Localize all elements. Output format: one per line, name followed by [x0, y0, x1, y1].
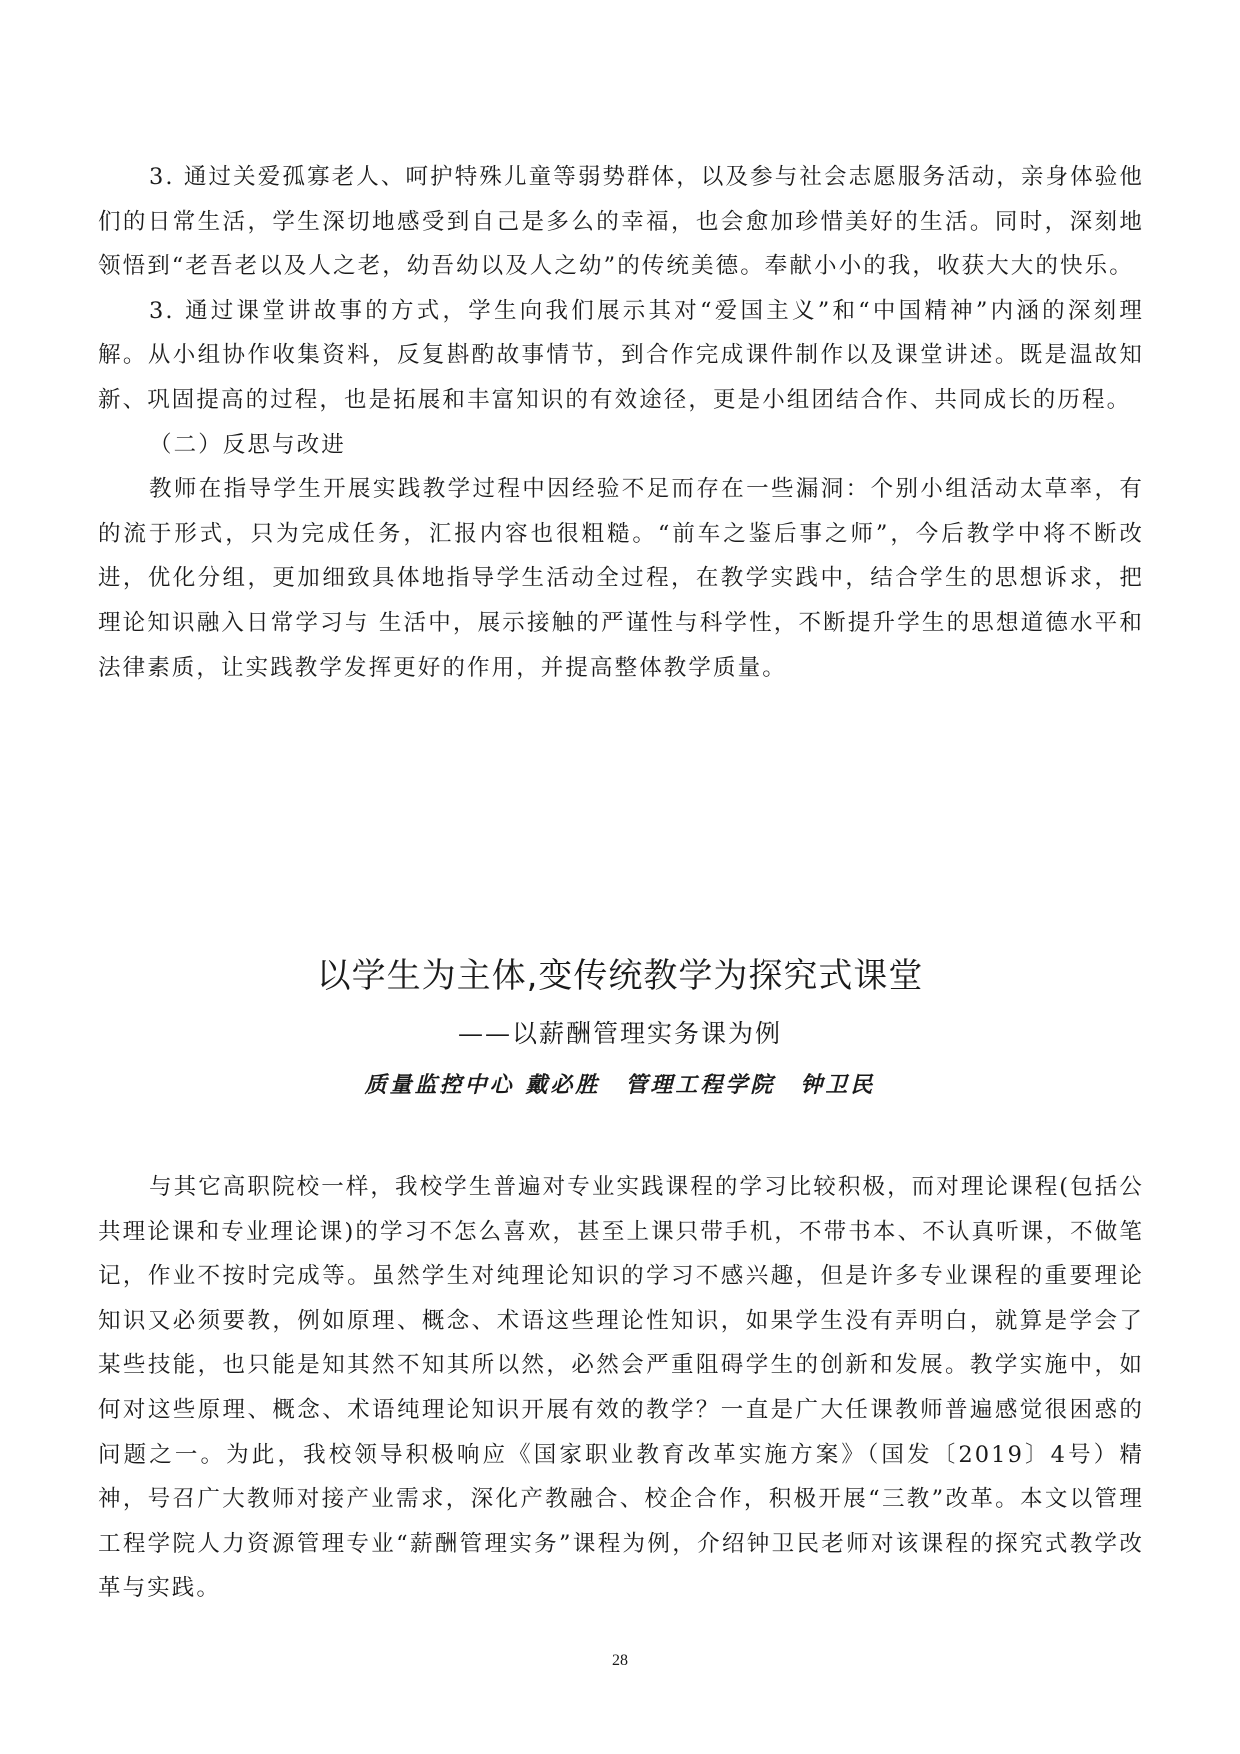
article-title: 以学生为主体,变传统教学为探究式课堂: [316, 956, 924, 996]
article-subtitle: ——以薪酬管理实务课为例: [457, 1019, 782, 1048]
article-body: [98, 1165, 1144, 1611]
page-number: 28: [612, 1652, 628, 1669]
body-paragraph: 3. 通过课堂讲故事的方式，学生向我们展示其对“爱国主义”和“中国精神”内涵的深刻理解。从小组协作收集资料，反复斟酌故事情节，到合作完成课件制作以及课堂讲述。既是温故知新、巩固提高的过程，也是拓展和丰富知识的有效途径，更是小组团结合作、共同成长的历程。: [98, 297, 1144, 413]
article-authors: 质量监控中心 戴必胜 管理工程学院 钟卫民: [364, 1072, 876, 1098]
section-heading: （二）反思与改进: [149, 431, 346, 458]
body-paragraph: 教师在指导学生开展实践教学过程中因经验不足而存在一些漏洞：个别小组活动太草率，有的流于形式，只为完成任务，汇报内容也很粗糙。“前车之鉴后事之师”，今后教学中将不断改进，优化分组，更加细致具体地指导学生活动全过程，在教学实践中，结合学生的思想诉求，把理论知识融入日常学习与 生活中，展示接触的严谨性与科学性，不断提升学生的思想道德水平和法律素质，让实践教学发挥更好的作用，并提高整体教学质量。: [98, 476, 1144, 681]
intro-paragraph: 与其它高职院校一样，我校学生普遍对专业实践课程的学习比较积极，而对理论课程(包括公共理论课和专业理论课)的学习不怎么喜欢，甚至上课只带手机，不带书本、不认真听课，不做笔记，作业不按时完成等。虽然学生对纯理论知识的学习不感兴趣，但是许多专业课程的重要理论知识又必须要教，例如原理、概念、术语这些理论性知识，如果学生没有弄明白，就算是学会了某些技能，也只能是知其然不知其所以然，必然会严重阻碍学生的创新和发展。教学实施中，如何对这些原理、概念、术语纯理论知识开展有效的教学？一直是广大任课教师普遍感觉很困惑的问题之一。为此，我校领导积极响应《国家职业教育改革实施方案》（国发〔2019〕4号）精神，号召广大教师对接产业需求，深化产教融合、校企合作，积极开展“三教”改革。本文以管理工程学院人力资源管理专业“薪酬管理实务”课程为例，介绍钟卫民老师对该课程的探究式教学改革与实践。: [98, 1174, 1144, 1602]
body-paragraph: 3. 通过关爱孤寡老人、呵护特殊儿童等弱势群体，以及参与社会志愿服务活动，亲身体验他们的日常生活，学生深切地感受到自己是多么的幸福，也会愈加珍惜美好的生活。同时，深刻地领悟到“老吾老以及人之老，幼吾幼以及人之幼”的传统美德。奉献小小的我，收获大大的快乐。: [98, 164, 1144, 280]
previous-article-section: [98, 155, 1144, 690]
